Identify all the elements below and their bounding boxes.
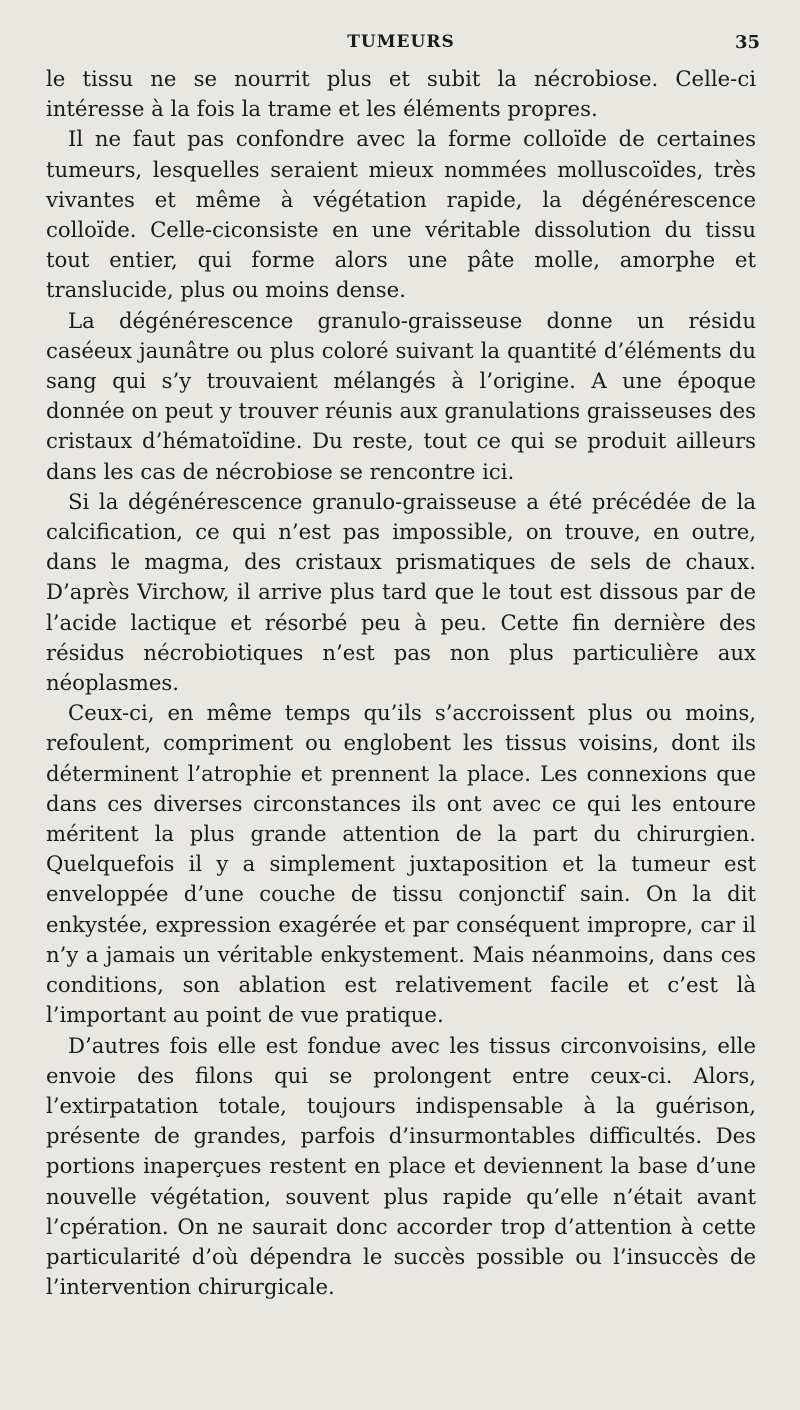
- paragraph-calcification: Si la dégénérescence granulo-graisseuse a été précédée de la calcification, ce qui n’est pas impossible, on trouve, en outre, dans le magma, des cristaux prismatiques de sels de chaux. D’après Virchow, il arrive plus tard que le tout est dissous par de l’acide lactique et résorbé peu à peu. Cette fin dernière des résidus nécrobiotiques n’est pas non plus particulière aux néoplasmes.: [46, 488, 756, 696]
- paragraph-colloid: Il ne faut pas confondre avec la forme colloïde de certaines tumeurs, lesquelles seraient mieux nommées molluscoïdes, très vivantes et même à végétation rapide, la dégénérescence colloïde. Celle-ciconsiste en une véritable dissolution du tissu tout entier, qui forme alors une pâte molle, amorphe et translucide, plus ou moins dense.: [46, 126, 756, 303]
- running-head: [46, 32, 760, 60]
- paragraph-continued: le tissu ne se nourrit plus et subit la nécrobiose. Celle-ci intéresse à la fois la trame et les éléments propres.: [46, 66, 756, 122]
- paragraph-connections: Ceux-ci, en même temps qu’ils s’accroissent plus ou moins, refoulent, compriment ou englobent les tissus voisins, dont ils déterminent l’atrophie et prennent la place. Les connexions que dans ces diverses circonstances ils ont avec ce qui les entoure méritent la plus grande attention de la part du chirurgien. Quelquefois il y a simplement juxtaposition et la tumeur est enveloppée d’une couche de tissu conjonctif sain. On la dit enkystée, expression exagérée et par conséquent impropre, car il n’y a jamais un véritable enkystement. Mais néanmoins, dans ces conditions, son ablation est relativement facile et c’est là l’important au point de vue pratique.: [46, 700, 756, 1028]
- page-number: 35: [734, 32, 760, 53]
- running-title: TUMEURS: [347, 32, 455, 52]
- body-text: [46, 64, 756, 1302]
- paragraph-granulo-fatty: La dégénérescence granulo-graisseuse donne un résidu caséeux jaunâtre ou plus coloré suivant la quantité d’éléments du sang qui s’y trouvaient mélangés à l’origine. A une époque donnée on peut y trouver réunis aux granulations graisseuses des cristaux d’hématoïdine. Du reste, tout ce qui se produit ailleurs dans les cas de nécrobiose se rencontre ici.: [46, 307, 756, 484]
- paragraph-extirpation: D’autres fois elle est fondue avec les tissus circonvoisins, elle envoie des filons qui se prolongent entre ceux-ci. Alors, l’extirpatation totale, toujours indispensable à la guérison, présente de grandes, parfois d’insurmontables difficultés. Des portions inaperçues restent en place et deviennent la base d’une nouvelle végétation, souvent plus rapide qu’elle n’était avant l’cpération. On ne saurait donc accorder trop d’attention à cette particularité d’où dépendra le succès possible ou l’insuccès de l’intervention chirurgicale.: [46, 1032, 756, 1300]
